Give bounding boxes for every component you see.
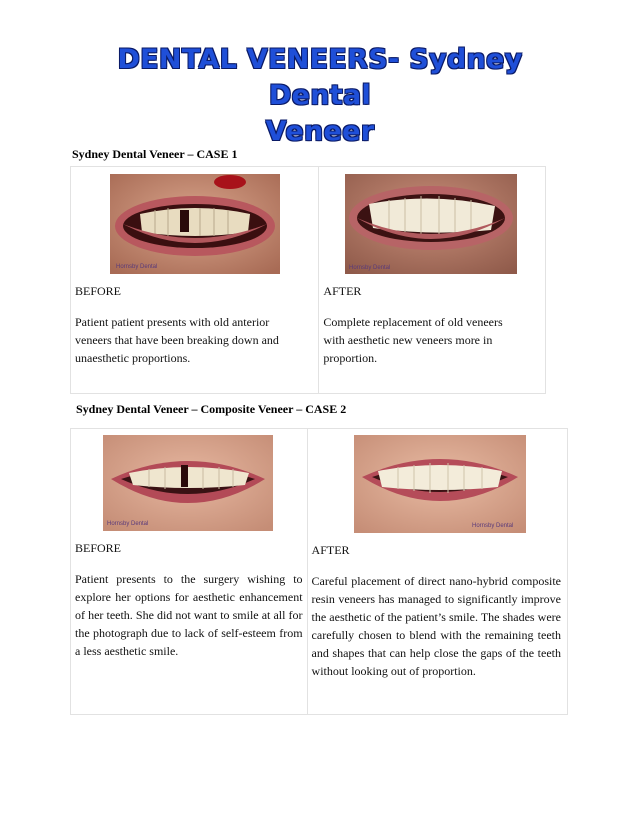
case-1-before-description: Patient patient presents with old anterior veneers that have been breaking down and unaesthetic proportions. xyxy=(75,315,279,365)
case-2-after-label: AFTER xyxy=(311,543,350,557)
case-2-before-label: BEFORE xyxy=(75,541,122,555)
case-1-after-watermark: Hornsby Dental xyxy=(349,265,391,271)
case-1-before-cell xyxy=(71,167,319,394)
case-2-heading: Sydney Dental Veneer – Composite Veneer – CASE 2 xyxy=(76,402,347,416)
case-2-table xyxy=(70,428,568,715)
case-1-table xyxy=(70,166,546,394)
page-title-line-1: DENTAL VENEERS- Sydney Dental xyxy=(117,44,523,111)
case-1-after-photo xyxy=(345,174,517,274)
case-2-after-watermark: Hornsby Dental xyxy=(471,523,513,529)
case-2-after-cell xyxy=(307,429,567,715)
case-2-before-cell xyxy=(71,429,308,715)
case-2-after-photo xyxy=(354,435,526,533)
case-1-heading: Sydney Dental Veneer – CASE 1 xyxy=(72,147,238,161)
page-title xyxy=(70,42,570,150)
case-1-after-cell xyxy=(319,167,546,394)
case-2-before-description: Patient presents to the surgery wishing to explore her options for aesthetic enhancement of her teeth. She did not want to smile at all for the photograph due to lack of self-esteem from a less aesthetic smile. xyxy=(75,572,303,658)
case-1-after-label: AFTER xyxy=(323,284,362,298)
case-2-after-description: Careful placement of direct nano-hybrid composite resin veneers has managed to significantly improve the aesthetic of the patient’s smile. The shades were carefully chosen to blend with the remaining teeth and shapes that can help close the gaps of the teeth without looking out of proportion. xyxy=(311,574,561,678)
case-1-before-photo xyxy=(110,174,280,274)
case-1-after-description: Complete replacement of old veneers with aesthetic new veneers more in proportion. xyxy=(323,315,503,365)
case-1-before-label: BEFORE xyxy=(75,284,122,298)
case-2-before-photo xyxy=(103,435,273,531)
page-title-line-2: Veneer xyxy=(265,116,375,147)
case-2-before-watermark: Hornsby Dental xyxy=(107,521,149,527)
case-1-before-watermark: Hornsby Dental xyxy=(116,264,158,270)
